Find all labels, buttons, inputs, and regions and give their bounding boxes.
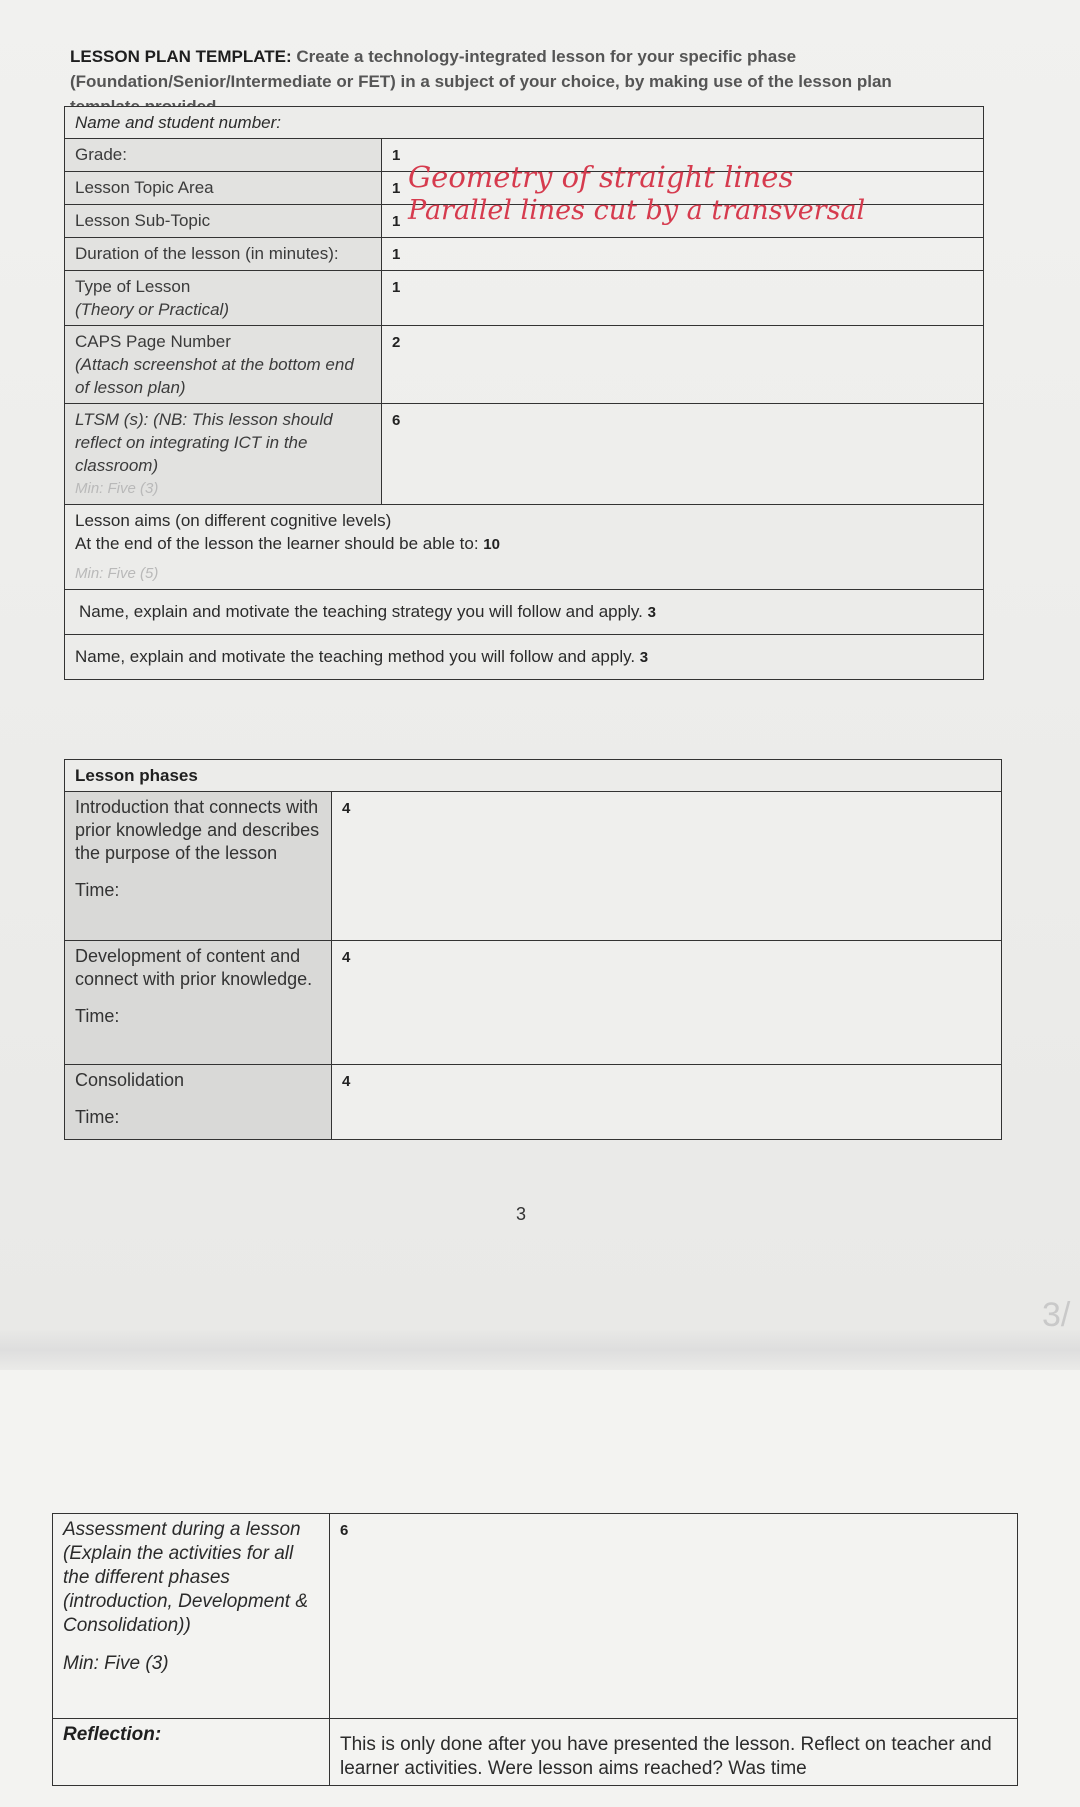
aims-text: At the end of the lesson the learner should be able to: xyxy=(75,534,479,553)
lesson-details-table xyxy=(64,106,984,680)
method-row xyxy=(65,635,984,680)
page-fold xyxy=(0,1330,1080,1370)
caps-hint: (Attach screenshot at the bottom end of lesson plan) xyxy=(75,355,354,397)
method-text: Name, explain and motivate the teaching method you will follow and apply. xyxy=(75,647,636,666)
consolidation-mark: 4 xyxy=(342,1073,351,1090)
consolidation-time: Time: xyxy=(75,1107,120,1127)
caps-mark: 2 xyxy=(392,334,401,351)
aims-row xyxy=(65,505,984,590)
ltsm-min: Min: Five (3) xyxy=(75,480,159,497)
type-mark: 1 xyxy=(392,279,401,296)
page-number: 3 xyxy=(516,1204,527,1224)
duration-row xyxy=(65,238,984,271)
strategy-text: Name, explain and motivate the teaching strategy you will follow and apply. xyxy=(79,602,643,621)
grade-mark: 1 xyxy=(392,147,401,164)
duration-mark: 1 xyxy=(392,246,401,263)
assessment-table xyxy=(52,1513,1018,1786)
intro-mark: 4 xyxy=(342,800,351,817)
strategy-mark: 3 xyxy=(647,604,656,621)
strategy-row xyxy=(65,590,984,635)
assessment-row xyxy=(53,1514,1018,1719)
name-row xyxy=(65,107,984,139)
consolidation-label: Consolidation xyxy=(75,1070,185,1090)
duration-label: Duration of the lesson (in minutes): xyxy=(65,238,382,271)
topic-mark: 1 xyxy=(392,180,401,197)
assessment-min: Min: Five (3) xyxy=(63,1653,169,1674)
assessment-label: Assessment during a lesson (Explain the activities for all the different phases (introduction, Development & Consolidation)) xyxy=(63,1519,309,1636)
header-lead: LESSON PLAN TEMPLATE: xyxy=(70,47,292,66)
consolidation-row xyxy=(65,1065,1002,1140)
ltsm-label: LTSM (s): (NB: This lesson should reflect on integrating ICT in the classroom) xyxy=(75,410,333,475)
development-time: Time: xyxy=(75,1006,120,1026)
subtopic-row xyxy=(65,205,984,238)
lesson-phases-table xyxy=(64,759,1002,1140)
topic-label: Lesson Topic Area xyxy=(65,172,382,205)
caps-label: CAPS Page Number xyxy=(75,332,231,351)
ltsm-mark: 6 xyxy=(392,412,401,429)
name-label: Name and student number: xyxy=(75,113,282,132)
intro-label: Introduction that connects with prior knowledge and describes the purpose of the lesson xyxy=(75,797,320,863)
development-mark: 4 xyxy=(342,949,351,966)
subtopic-mark: 1 xyxy=(392,213,401,230)
method-mark: 3 xyxy=(639,649,649,666)
aims-min: Min: Five (5) xyxy=(75,565,159,582)
aims-title: Lesson aims (on different cognitive levels) xyxy=(75,511,392,530)
handwritten-topic: Geometry of straight lines xyxy=(408,160,794,194)
grade-label: Grade: xyxy=(65,139,382,172)
development-label: Development of content and connect with prior knowledge. xyxy=(75,946,313,989)
reflection-row xyxy=(53,1719,1018,1786)
assessment-mark: 6 xyxy=(340,1522,349,1539)
handwritten-subtopic: Parallel lines cut by a transversal xyxy=(408,195,866,226)
subtopic-label: Lesson Sub-Topic xyxy=(65,205,382,238)
aims-mark: 10 xyxy=(483,536,500,553)
type-label: Type of Lesson xyxy=(75,277,191,296)
type-hint: (Theory or Practical) xyxy=(75,300,229,319)
type-row xyxy=(65,271,984,326)
side-page-mark: 3/ xyxy=(1042,1296,1071,1334)
intro-row xyxy=(65,792,1002,941)
phases-title: Lesson phases xyxy=(65,760,1002,792)
ltsm-row xyxy=(65,404,984,505)
intro-time: Time: xyxy=(75,880,120,900)
caps-row xyxy=(65,326,984,404)
reflection-text: This is only done after you have presented the lesson. Reflect on teacher and learner activities. Were lesson aims reached? Was time xyxy=(330,1719,1018,1786)
development-row xyxy=(65,941,1002,1065)
reflection-label: Reflection: xyxy=(53,1719,330,1786)
header-text: Create a technology-integrated lesson for your specific phase (Foundation/Senior/Intermediate or FET) in a subject of your choice, by making use of the lesson plan xyxy=(70,47,892,91)
